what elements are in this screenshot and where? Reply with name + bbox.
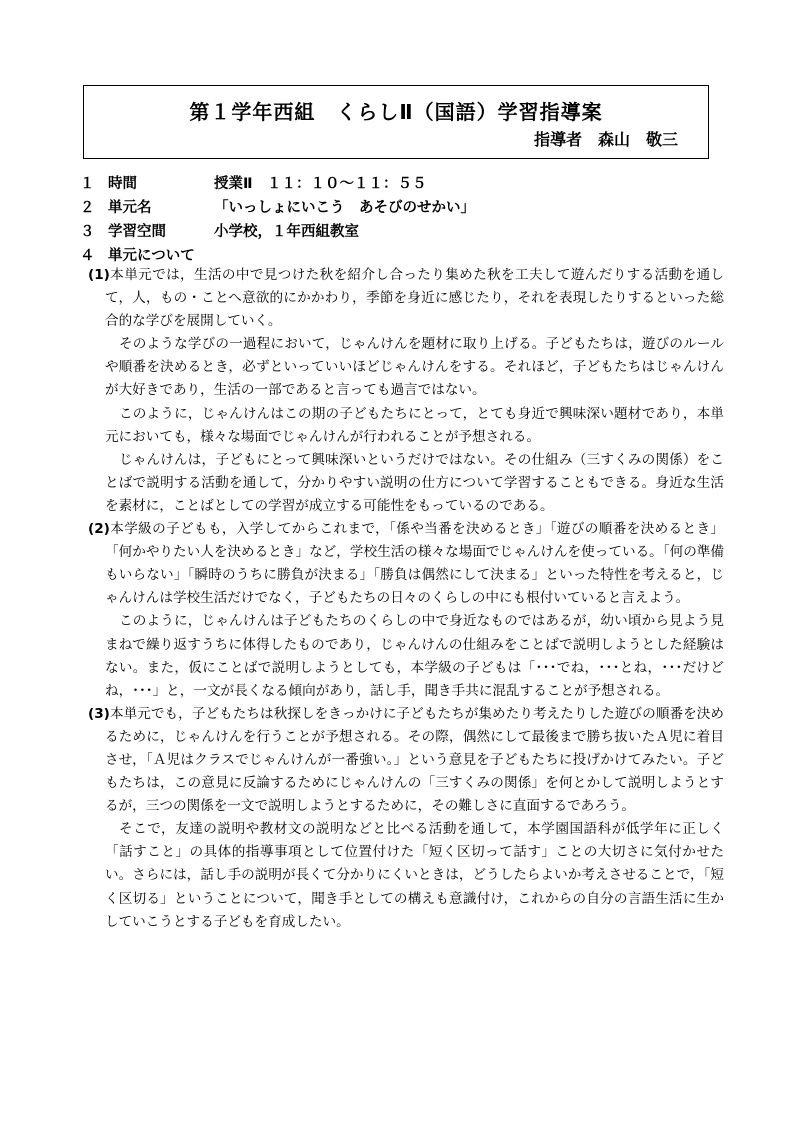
overview-item-learning-space (80, 220, 740, 244)
page-title: 第１学年西組 くらしⅡ（国語）学習指導案 (189, 100, 603, 124)
section-1 (88, 264, 724, 518)
section-first-paragraph (88, 703, 724, 818)
item-number: ２ (80, 200, 95, 216)
overview-list (80, 172, 740, 268)
instructor-name: 指導者 森山 敬三 (533, 130, 678, 149)
title-box (83, 85, 709, 159)
item-value: 「いっしょにいこう あそびのせかい」 (214, 200, 475, 216)
item-number: ４ (80, 248, 95, 264)
unit-description (88, 264, 724, 934)
section-marker: (2) (88, 521, 110, 538)
section-first-paragraph (88, 264, 724, 333)
paragraph-text: 本単元でも，子どもたちは秋探しをきっかけに子どもたちが集めたり考えたりした遊びの順番を決めるために，じゃんけんを行うことが予想される。その際，偶然にして最後まで勝ち抜いたＡ児に着目させ，「Ａ児はクラスでじゃんけんが一番強い。」という意見を子どもたちに投げかけてみたい。子どもたちは，この意見に反論するためにじゃんけんの「三すくみの関係」を何とかして説明しようとするが，三つの関係を一文で説明しようとするために，その難しさに直面するであろう。 (105, 705, 724, 815)
section-marker: (1) (88, 267, 110, 283)
item-value: 小学校，１年西組教室 (214, 224, 359, 240)
section-2 (88, 518, 724, 703)
paragraph-text: 本学級の子どもも，入学してからこれまで，「係や当番を決めるとき」「遊びの順番を決めるとき」「何かやりたい人を決めるとき」など，学校生活の様々な場面でじゃんけんを使っている。「何の準備もいらない」「瞬時のうちに勝負が決まる」「勝負は偶然にして決まる」といった特性を考えると，じゃんけんは学校生活だけでなく，子どもたちの日々のくらしの中にも根付いていると言えよう。 (105, 521, 724, 607)
item-label: 単元名 (108, 200, 152, 216)
overview-item-time (80, 172, 740, 196)
paragraph: そこで，友達の説明や教材文の説明などと比べる活動を通して，本学園国語科が低学年に正しく「話すこと」の具体的指導事項として位置付けた「短く区切って話す」ことの大切さに気付かせたい。さらには，話し手の説明が長くて分かりにくいときは，どうしたらよいか考えさせることで，「短く区切る」ということについて，聞き手としての構えも意識付け，これからの自分の言語生活に生かしていこうとする子どもを育成したい。 (105, 821, 724, 930)
overview-item-unit-name (80, 196, 740, 220)
item-number: １ (80, 176, 95, 192)
paragraph: じゃんけんは，子どもにとって興味深いというだけではない。その仕組み（三すくみの関係）をことばで説明する活動を通して，分かりやすい説明の仕方について学習することもできる。身近な生活を素材に，ことばとしての学習が成立する可能性をもっているのである。 (105, 451, 724, 514)
paragraph: このように，じゃんけんは子どもたちのくらしの中で身近なものではあるが，幼い頃から見よう見まねで繰り返すうちに体得したものであり，じゃんけんの仕組みをことばで説明しようとした経験はない。また，仮にことばで説明しようとしても，本学級の子どもは「･･･でね，･･･とね，･･･だけどね，･･･」と，一文が長くなる傾向があり，話し手，聞き手共に混乱することが予想される。 (105, 613, 724, 699)
section-first-paragraph (88, 518, 724, 610)
paragraph: そのような学びの一過程において，じゃんけんを題材に取り上げる。子どもたちは，遊びのルールや順番を決めるとき，必ずといっていいほどじゃんけんをする。それほど，子どもたちはじゃんけんが大好きであり，生活の一部であると言っても過言ではない。 (105, 336, 724, 399)
paragraph-text: 本単元では，生活の中で見つけた秋を紹介し合ったり集めた秋を工夫して遊んだりする活動を通して，人，もの・ことへ意欲的にかかわり，季節を身近に感じたり，それを表現したりするといった総合的な学びを展開していく。 (105, 267, 724, 330)
section-3 (88, 703, 724, 934)
item-label: 学習空間 (108, 224, 166, 240)
item-number: ３ (80, 224, 95, 240)
paragraph: このように，じゃんけんはこの期の子どもたちにとって，とても身近で興味深い題材であり，本単元においても，様々な場面でじゃんけんが行われることが予想される。 (105, 405, 724, 445)
section-marker: (3) (88, 705, 110, 722)
item-label: 単元について (108, 248, 195, 264)
item-value: 授業Ⅱ １１：１０～１１：５５ (214, 176, 427, 192)
item-label: 時間 (108, 176, 137, 192)
